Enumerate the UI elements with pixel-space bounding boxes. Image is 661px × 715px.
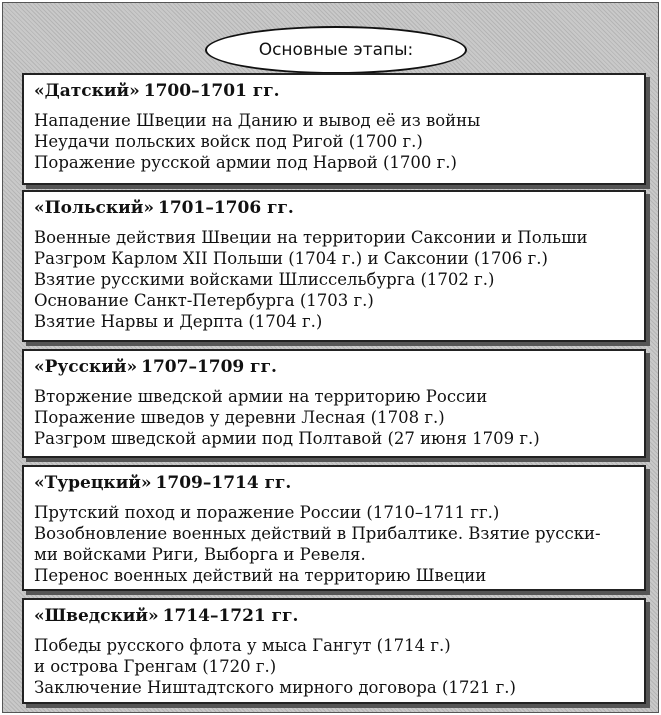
stage-event: Победы русского флота у мыса Гангут (1714 г.) [34,636,451,655]
stage-event: и острова Гренгам (1720 г.) [34,657,277,676]
stage-box-turkish [22,465,646,591]
panel-title-text: Основные этапы: [258,40,414,60]
stage-event: Нападение Швеции на Данию и вывод её из войны [34,111,481,130]
stage-name: «Турецкий» [34,473,152,493]
panel-title [205,26,467,74]
stage-title [34,198,634,219]
stage-event: Заключение Ништадтского мирного договора (1721 г.) [34,678,516,697]
stage-event: Поражение шведов у деревни Лесная (1708 г.) [34,408,445,427]
stage-event: Взятие русскими войсками Шлиссельбурга (1702 г.) [34,270,495,289]
stage-event: Военные действия Швеции на территории Саксонии и Польши [34,228,588,247]
stage-event: Поражение русской армии под Нарвой (1700 г.) [34,153,457,172]
stage-box-polish [22,190,646,342]
stage-event: Разгром шведской армии под Полтавой (27 июня 1709 г.) [34,429,540,448]
stage-name: «Русский» [34,357,138,377]
stage-event: Вторжение шведской армии на территорию России [34,387,488,406]
stage-dates: 1700–1701 гг. [143,81,280,101]
stage-event: Основание Санкт-Петербурга (1703 г.) [34,291,374,310]
stage-box-danish [22,73,646,185]
stage-title [34,81,634,102]
stage-name: «Шведский» [34,606,159,626]
stage-event: Прутский поход и поражение России (1710–1711 гг.) [34,503,500,522]
stage-event: Перенос военных действий на территорию Швеции [34,566,487,585]
stage-event: ми войсками Риги, Выборга и Ревеля. [34,545,366,564]
stage-dates: 1701–1706 гг. [158,198,294,218]
stage-dates: 1707–1709 гг. [141,357,277,377]
stage-title [34,357,634,378]
stage-title [34,473,634,494]
stage-event: Разгром Карлом XII Польши (1704 г.) и Саксонии (1706 г.) [34,249,548,268]
stage-event: Возобновление военных действий в Прибалтике. Взятие русски- [34,524,601,543]
stages-panel [2,2,659,713]
stage-name: «Датский» [34,81,140,101]
stage-title [34,606,634,627]
stage-event: Взятие Нарвы и Дерпта (1704 г.) [34,312,323,331]
stage-event: Неудачи польских войск под Ригой (1700 г.) [34,132,423,151]
stage-box-swedish [22,598,646,704]
stage-box-russian [22,349,646,458]
stage-name: «Польский» [34,198,155,218]
stage-dates: 1714–1721 гг. [162,606,299,626]
stage-dates: 1709–1714 гг. [155,473,292,493]
